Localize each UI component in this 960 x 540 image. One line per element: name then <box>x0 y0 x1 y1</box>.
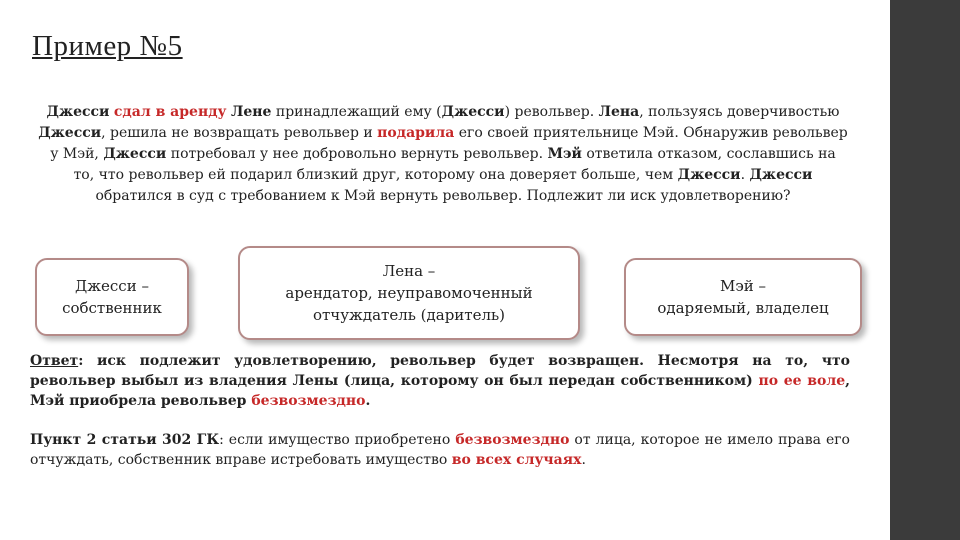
box-may-recipient <box>624 258 862 336</box>
box-lena-lessee <box>238 246 580 340</box>
article-paragraph <box>30 430 850 470</box>
answer-text: : иск подлежит удовлетворению, револьвер будет возвращен. Несмотря на то, что револьвер выбыл из владения Лены (лица, которому он был передан собственником) <box>30 353 850 389</box>
article-highlight-all-cases: во всех случаях <box>451 452 582 468</box>
article-highlight-free: безвозмездно <box>455 432 570 448</box>
text-gifted: подарила <box>377 125 455 141</box>
text-segment: его своей приятельнице Мэй. Обнаружив револьвер у Мэй, <box>50 125 848 162</box>
answer-text: . <box>365 393 371 409</box>
box-role: одаряемый, владелец <box>657 299 829 317</box>
text-segment: ) револьвер. <box>504 104 599 120</box>
box-role-line2: отчуждатель (даритель) <box>312 306 506 324</box>
box-role: собственник <box>62 299 162 317</box>
text-segment: потребовал у нее добровольно вернуть револьвер. <box>166 146 548 162</box>
answer-text: , Мэй приобрела револьвер <box>30 373 850 409</box>
text-may: Мэй <box>547 146 582 162</box>
article-text: : если имущество приобретено <box>219 432 456 448</box>
box-name: Лена – <box>382 262 436 280</box>
box-name: Мэй – <box>719 277 767 295</box>
text-jessie: Джесси <box>46 104 110 120</box>
text-segment: , пользуясь доверчивостью <box>639 104 840 120</box>
article-text: . <box>581 452 586 468</box>
slide-title: Пример №5 <box>32 30 183 62</box>
text-jessie: Джесси <box>749 167 813 183</box>
text-segment: принадлежащий ему ( <box>271 104 442 120</box>
box-role-line1: арендатор, неуправомоченный <box>285 284 533 302</box>
box-name: Джесси – <box>75 277 149 295</box>
text-jessie: Джесси <box>677 167 741 183</box>
right-side-bar <box>890 0 960 540</box>
text-segment: обратился в суд с требованием к Мэй вернуть револьвер. Подлежит ли иск удовлетворению? <box>95 188 791 204</box>
answer-paragraph <box>30 351 850 411</box>
text-segment: . <box>740 167 750 183</box>
text-jessie: Джесси <box>441 104 505 120</box>
text-segment: ответила отказом, сославшись на то, что револьвер ей подарил близкий друг, которому она доверяет больше, чем <box>73 146 836 183</box>
article-label: Пункт 2 статьи 302 ГК <box>30 432 220 448</box>
text-jessie: Джесси <box>38 125 102 141</box>
answer-label: Ответ <box>30 353 79 369</box>
problem-text <box>38 102 848 207</box>
answer-highlight-free: безвозмездно <box>251 393 366 409</box>
answer-highlight-will: по ее воле <box>758 373 846 389</box>
text-lena: Лене <box>230 104 272 120</box>
box-jessie-owner <box>35 258 189 336</box>
text-segment: , решила не возвращать револьвер и <box>101 125 378 141</box>
text-lena: Лена <box>598 104 640 120</box>
text-rented: сдал в аренду <box>113 104 227 120</box>
article-text: от лица, которое не имело права его отчуждать, собственник вправе истребовать имущество <box>30 432 850 468</box>
text-jessie: Джесси <box>103 146 167 162</box>
